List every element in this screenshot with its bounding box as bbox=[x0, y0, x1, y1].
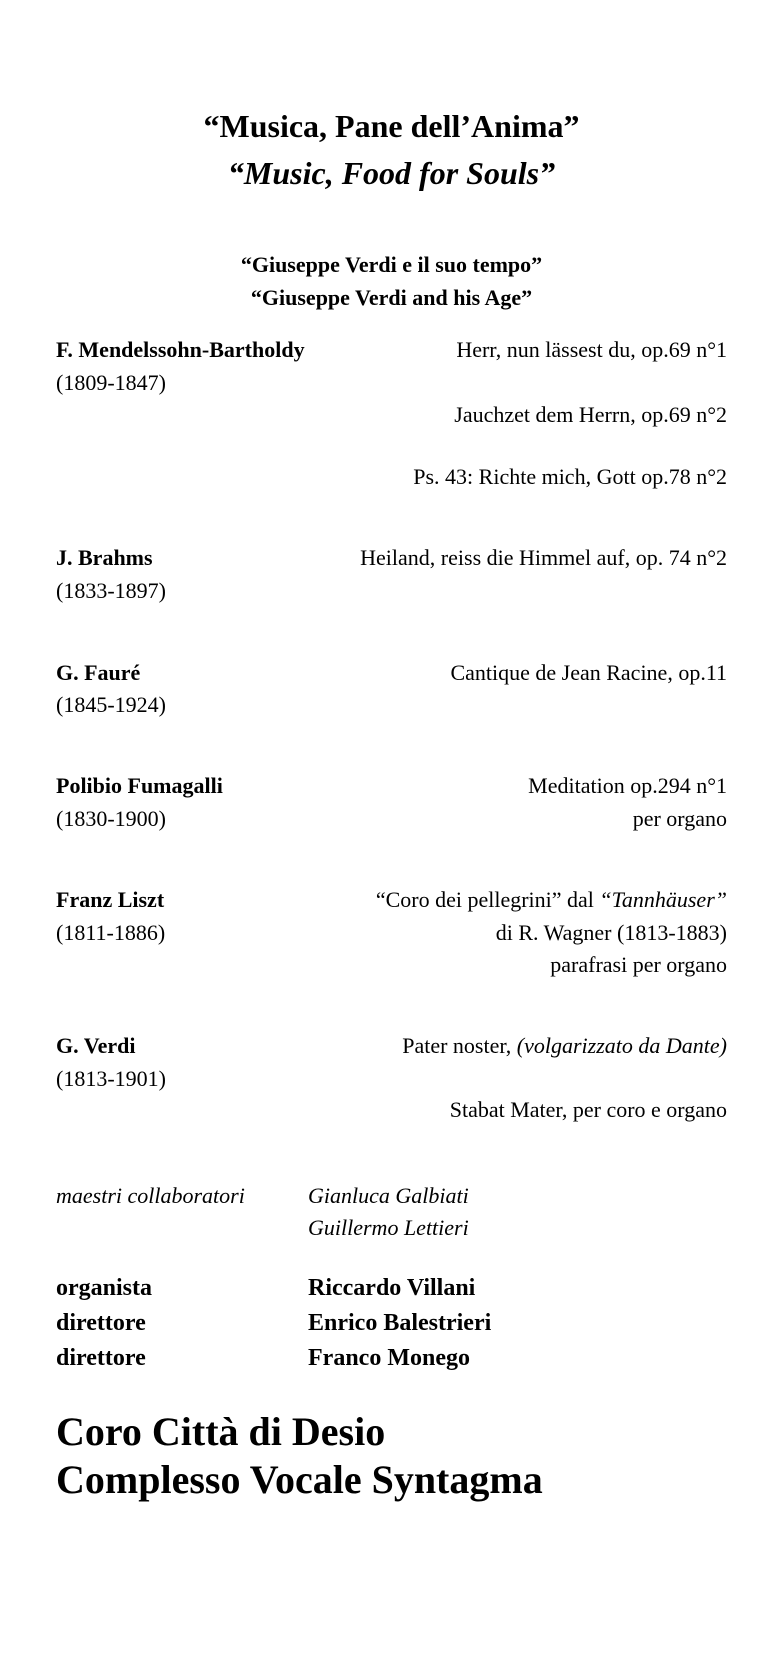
staff-role: direttore bbox=[56, 1310, 146, 1336]
collaborator-name: Gianluca Galbiati bbox=[308, 1183, 469, 1208]
work-title: Herr, nun lässest du, op.69 n°1 bbox=[456, 337, 727, 362]
staff-role: organista bbox=[56, 1275, 152, 1301]
work-note-italic: (volgarizzato da Dante) bbox=[516, 1033, 727, 1058]
choir-name: Complesso Vocale Syntagma bbox=[56, 1457, 543, 1502]
staff-name: Franco Monego bbox=[308, 1345, 470, 1371]
work-title bbox=[376, 887, 727, 913]
work-title-prefix: “Coro dei pellegrini” dal bbox=[375, 887, 600, 912]
composer-name: Franz Liszt bbox=[56, 887, 165, 912]
title-italian: “Musica, Pane dell’Anima” bbox=[203, 108, 580, 144]
composer-dates: (1833-1897) bbox=[56, 578, 166, 603]
composer-name: F. Mendelssohn-Bartholdy bbox=[56, 337, 305, 362]
work-title: Jauchzet dem Herrn, op.69 n°2 bbox=[454, 402, 727, 427]
work-title: Ps. 43: Richte mich, Gott op.78 n°2 bbox=[413, 464, 727, 489]
title-english: “Music, Food for Souls” bbox=[227, 155, 556, 191]
work-note: di R. Wagner (1813-1883) bbox=[495, 920, 727, 945]
work-title bbox=[402, 1033, 727, 1059]
work-note: parafrasi per organo bbox=[550, 952, 727, 977]
composer-name: Polibio Fumagalli bbox=[56, 773, 223, 798]
composer-dates: (1809-1847) bbox=[56, 370, 166, 395]
work-title: Cantique de Jean Racine, op.11 bbox=[450, 660, 727, 685]
work-note: per organo bbox=[632, 806, 727, 831]
staff-role: direttore bbox=[56, 1345, 146, 1371]
composer-dates: (1813-1901) bbox=[56, 1066, 166, 1091]
composer-name: G. Verdi bbox=[56, 1033, 136, 1058]
collaborator-name: Guillermo Lettieri bbox=[308, 1215, 469, 1240]
work-title: Heiland, reiss die Himmel auf, op. 74 n°2 bbox=[360, 545, 727, 570]
work-opera-title: “Tannhäuser” bbox=[599, 887, 727, 912]
subtitle-english: “Giuseppe Verdi and his Age” bbox=[250, 285, 533, 310]
work-title: Stabat Mater, per coro e organo bbox=[449, 1097, 727, 1122]
composer-dates: (1830-1900) bbox=[56, 806, 166, 831]
work-title: Meditation op.294 n°1 bbox=[528, 773, 727, 798]
subtitle-italian: “Giuseppe Verdi e il suo tempo” bbox=[240, 252, 543, 277]
composer-dates: (1811-1886) bbox=[56, 920, 166, 945]
choir-name: Coro Città di Desio bbox=[56, 1409, 386, 1454]
composer-name: G. Fauré bbox=[56, 660, 141, 685]
work-title-prefix: Pater noster, bbox=[402, 1033, 517, 1058]
composer-dates: (1845-1924) bbox=[56, 692, 166, 717]
staff-name: Riccardo Villani bbox=[308, 1275, 476, 1301]
composer-name: J. Brahms bbox=[56, 545, 153, 570]
staff-name: Enrico Balestrieri bbox=[308, 1310, 492, 1336]
collaborators-role: maestri collaboratori bbox=[56, 1183, 245, 1208]
